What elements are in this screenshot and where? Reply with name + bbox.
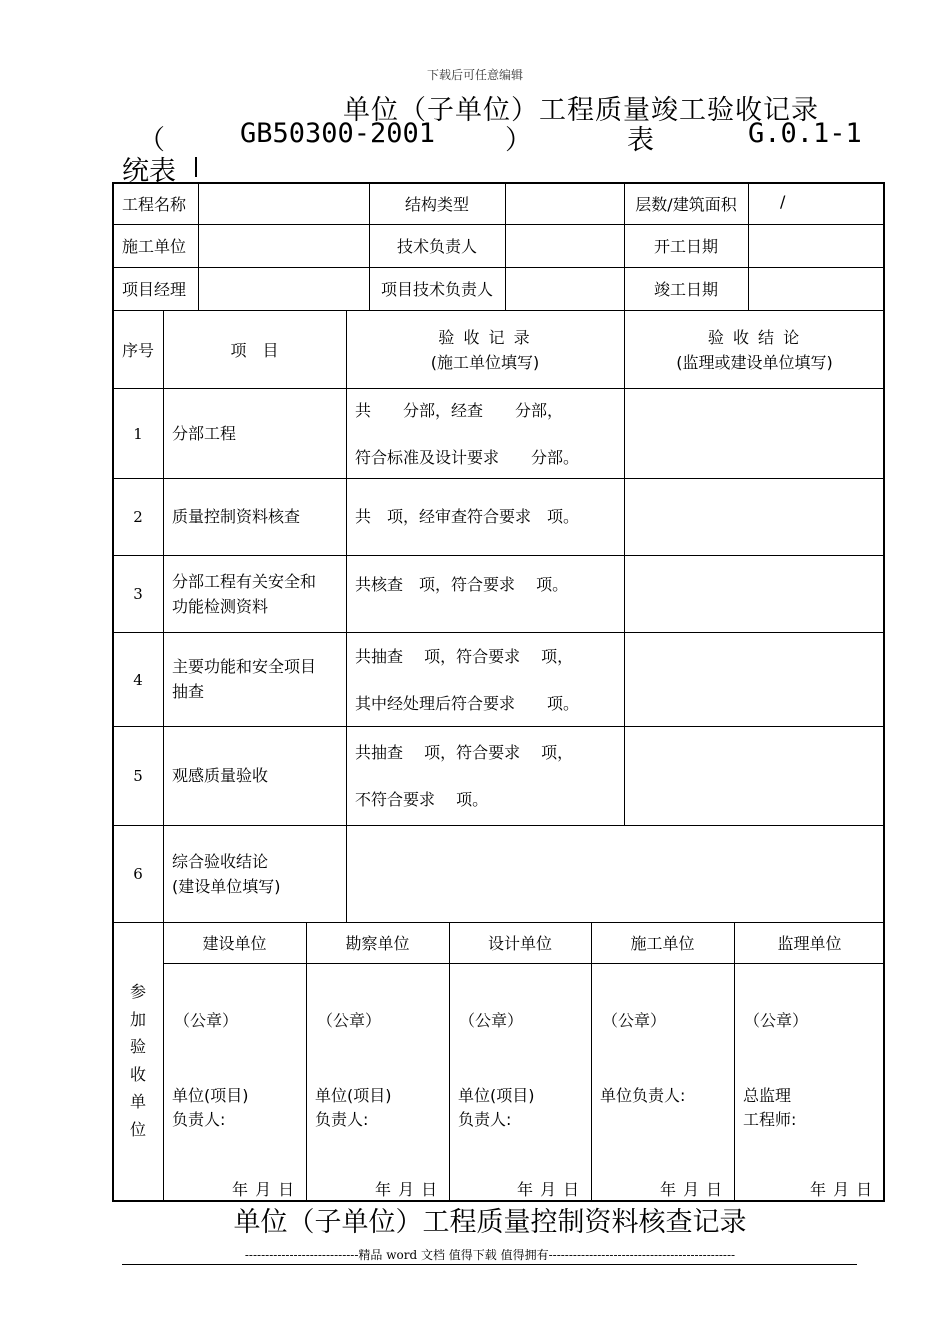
date-supervisor: 年 月 日: [810, 1180, 874, 1199]
row-record-line[interactable]: 其中经处理后符合要求 项。: [355, 694, 580, 713]
row-record-line[interactable]: 符合标准及设计要求 分部。: [355, 448, 580, 467]
label-floors-area: 层数/建筑面积: [635, 195, 737, 214]
rule: [449, 922, 450, 1202]
rule: [112, 310, 885, 311]
seal-supervisor: （公章）: [744, 1011, 809, 1030]
rule: [163, 310, 164, 1202]
signer-contractor-line1: 单位负责人:: [600, 1086, 686, 1105]
row-item: 抽查: [172, 682, 205, 701]
side-label-char: 单: [129, 1092, 146, 1111]
signer-supervisor-line2: 工程师:: [743, 1110, 797, 1129]
rule: [198, 182, 199, 310]
rule: [163, 963, 885, 964]
signer-design-line2: 负责人:: [458, 1110, 512, 1129]
title-paren-open: （: [138, 125, 165, 156]
footer-rule: [122, 1264, 857, 1265]
header-record: 验 收 记 录: [438, 328, 532, 347]
rule: [624, 310, 625, 825]
unit-name-owner: 建设单位: [202, 934, 267, 953]
row-item: 主要功能和安全项目: [172, 657, 317, 676]
overall-conclusion-field[interactable]: [347, 826, 884, 921]
label-project-technical-lead: 项目技术负责人: [380, 280, 493, 299]
rule: [591, 922, 592, 1202]
unit-name-supervisor: 监理单位: [777, 934, 842, 953]
row-record-line[interactable]: 共抽查 项，符合要求 项，: [355, 647, 574, 666]
rule: [734, 922, 735, 1202]
header-conclusion: 验 收 结 论: [707, 328, 802, 347]
row-item: 综合验收结论: [172, 852, 269, 871]
row-record-line[interactable]: 共 分部，经查 分部，: [355, 401, 564, 420]
row-record-line[interactable]: 共 项，经审查符合要求 项。: [355, 507, 580, 526]
rule: [112, 388, 885, 389]
row-item: 分部工程: [172, 424, 237, 443]
rule: [748, 182, 749, 310]
participants-side-label: [113, 978, 163, 1143]
header-record-sub: (施工单位填写): [430, 353, 540, 372]
row-item: 质量控制资料核查: [172, 507, 301, 526]
title-table-number: G.0.1-1: [748, 118, 862, 149]
next-form-title: 单位（子单位）工程质量控制资料核查记录: [233, 1207, 747, 1238]
side-label-char: 验: [129, 1037, 146, 1056]
seal-owner: （公章）: [174, 1011, 239, 1030]
footer-watermark: ----------------------------精品 word 文档 值得下载 值得拥有----------------------------------------------: [244, 1248, 736, 1262]
rule: [112, 632, 885, 633]
header-item: 项 目: [230, 341, 279, 360]
rule: [306, 922, 307, 1202]
signer-survey-line1: 单位(项目): [315, 1086, 392, 1105]
row-number: 5: [133, 767, 143, 785]
signer-survey-line2: 负责人:: [315, 1110, 369, 1129]
date-design: 年 月 日: [517, 1180, 581, 1199]
seal-design: （公章）: [459, 1011, 524, 1030]
unit-name-contractor: 施工单位: [630, 934, 695, 953]
date-owner: 年 月 日: [232, 1180, 296, 1199]
signer-supervisor-line1: 总监理: [743, 1086, 792, 1105]
value-floors-area[interactable]: /: [780, 192, 786, 211]
title-line3: 统表: [122, 156, 176, 187]
label-project-manager: 项目经理: [122, 280, 187, 299]
rule: [112, 267, 885, 268]
date-contractor: 年 月 日: [660, 1180, 724, 1199]
title-table-word: 表: [627, 125, 654, 156]
seal-contractor: （公章）: [602, 1011, 667, 1030]
side-label-char: 加: [129, 1009, 146, 1029]
signer-owner-line2: 负责人:: [172, 1110, 226, 1129]
row-item: 观感质量验收: [172, 766, 269, 785]
date-survey: 年 月 日: [375, 1180, 439, 1199]
rule: [112, 555, 885, 556]
row-item: 功能检测资料: [172, 597, 269, 616]
row-item: (建设单位填写): [172, 877, 281, 896]
side-label-char: 位: [129, 1119, 146, 1139]
header-conclusion-sub: (监理或建设单位填写): [676, 353, 833, 372]
form-title: 单位（子单位）工程质量竣工验收记录: [343, 95, 819, 126]
label-project-name: 工程名称: [122, 195, 187, 214]
unit-name-design: 设计单位: [487, 934, 552, 953]
row-record-line[interactable]: 共抽查 项，符合要求 项，: [355, 743, 574, 762]
text-cursor: [195, 157, 197, 177]
row-number: 4: [133, 671, 143, 689]
seal-survey: （公章）: [317, 1011, 382, 1030]
row-number: 2: [133, 508, 143, 526]
row-item: 分部工程有关安全和: [172, 572, 317, 591]
side-label-char: 参: [129, 982, 146, 1001]
label-technical-lead: 技术负责人: [396, 237, 477, 256]
title-paren-close: ）: [505, 125, 532, 156]
rule: [112, 922, 885, 923]
row-number: 1: [133, 425, 143, 443]
title-standard-code: GB50300-2001: [240, 118, 436, 149]
row-record-line[interactable]: 共核查 项，符合要求 项。: [355, 575, 569, 594]
rule: [505, 182, 506, 310]
label-structure-type: 结构类型: [404, 195, 469, 214]
row-number: 3: [133, 585, 143, 603]
row-number: 6: [133, 865, 143, 883]
top-note: 下载后可任意编辑: [426, 68, 523, 82]
header-seq: 序号: [122, 341, 155, 360]
rule: [112, 478, 885, 479]
signer-owner-line1: 单位(项目): [172, 1086, 249, 1105]
side-label-char: 收: [129, 1064, 146, 1084]
label-completion-date: 竣工日期: [653, 280, 718, 299]
rule: [112, 726, 885, 727]
label-contractor: 施工单位: [122, 237, 187, 256]
unit-name-survey: 勘察单位: [345, 934, 410, 953]
rule: [112, 224, 885, 225]
signer-design-line1: 单位(项目): [458, 1086, 535, 1105]
label-start-date: 开工日期: [653, 237, 718, 256]
row-record-line[interactable]: 不符合要求 项。: [355, 790, 489, 809]
